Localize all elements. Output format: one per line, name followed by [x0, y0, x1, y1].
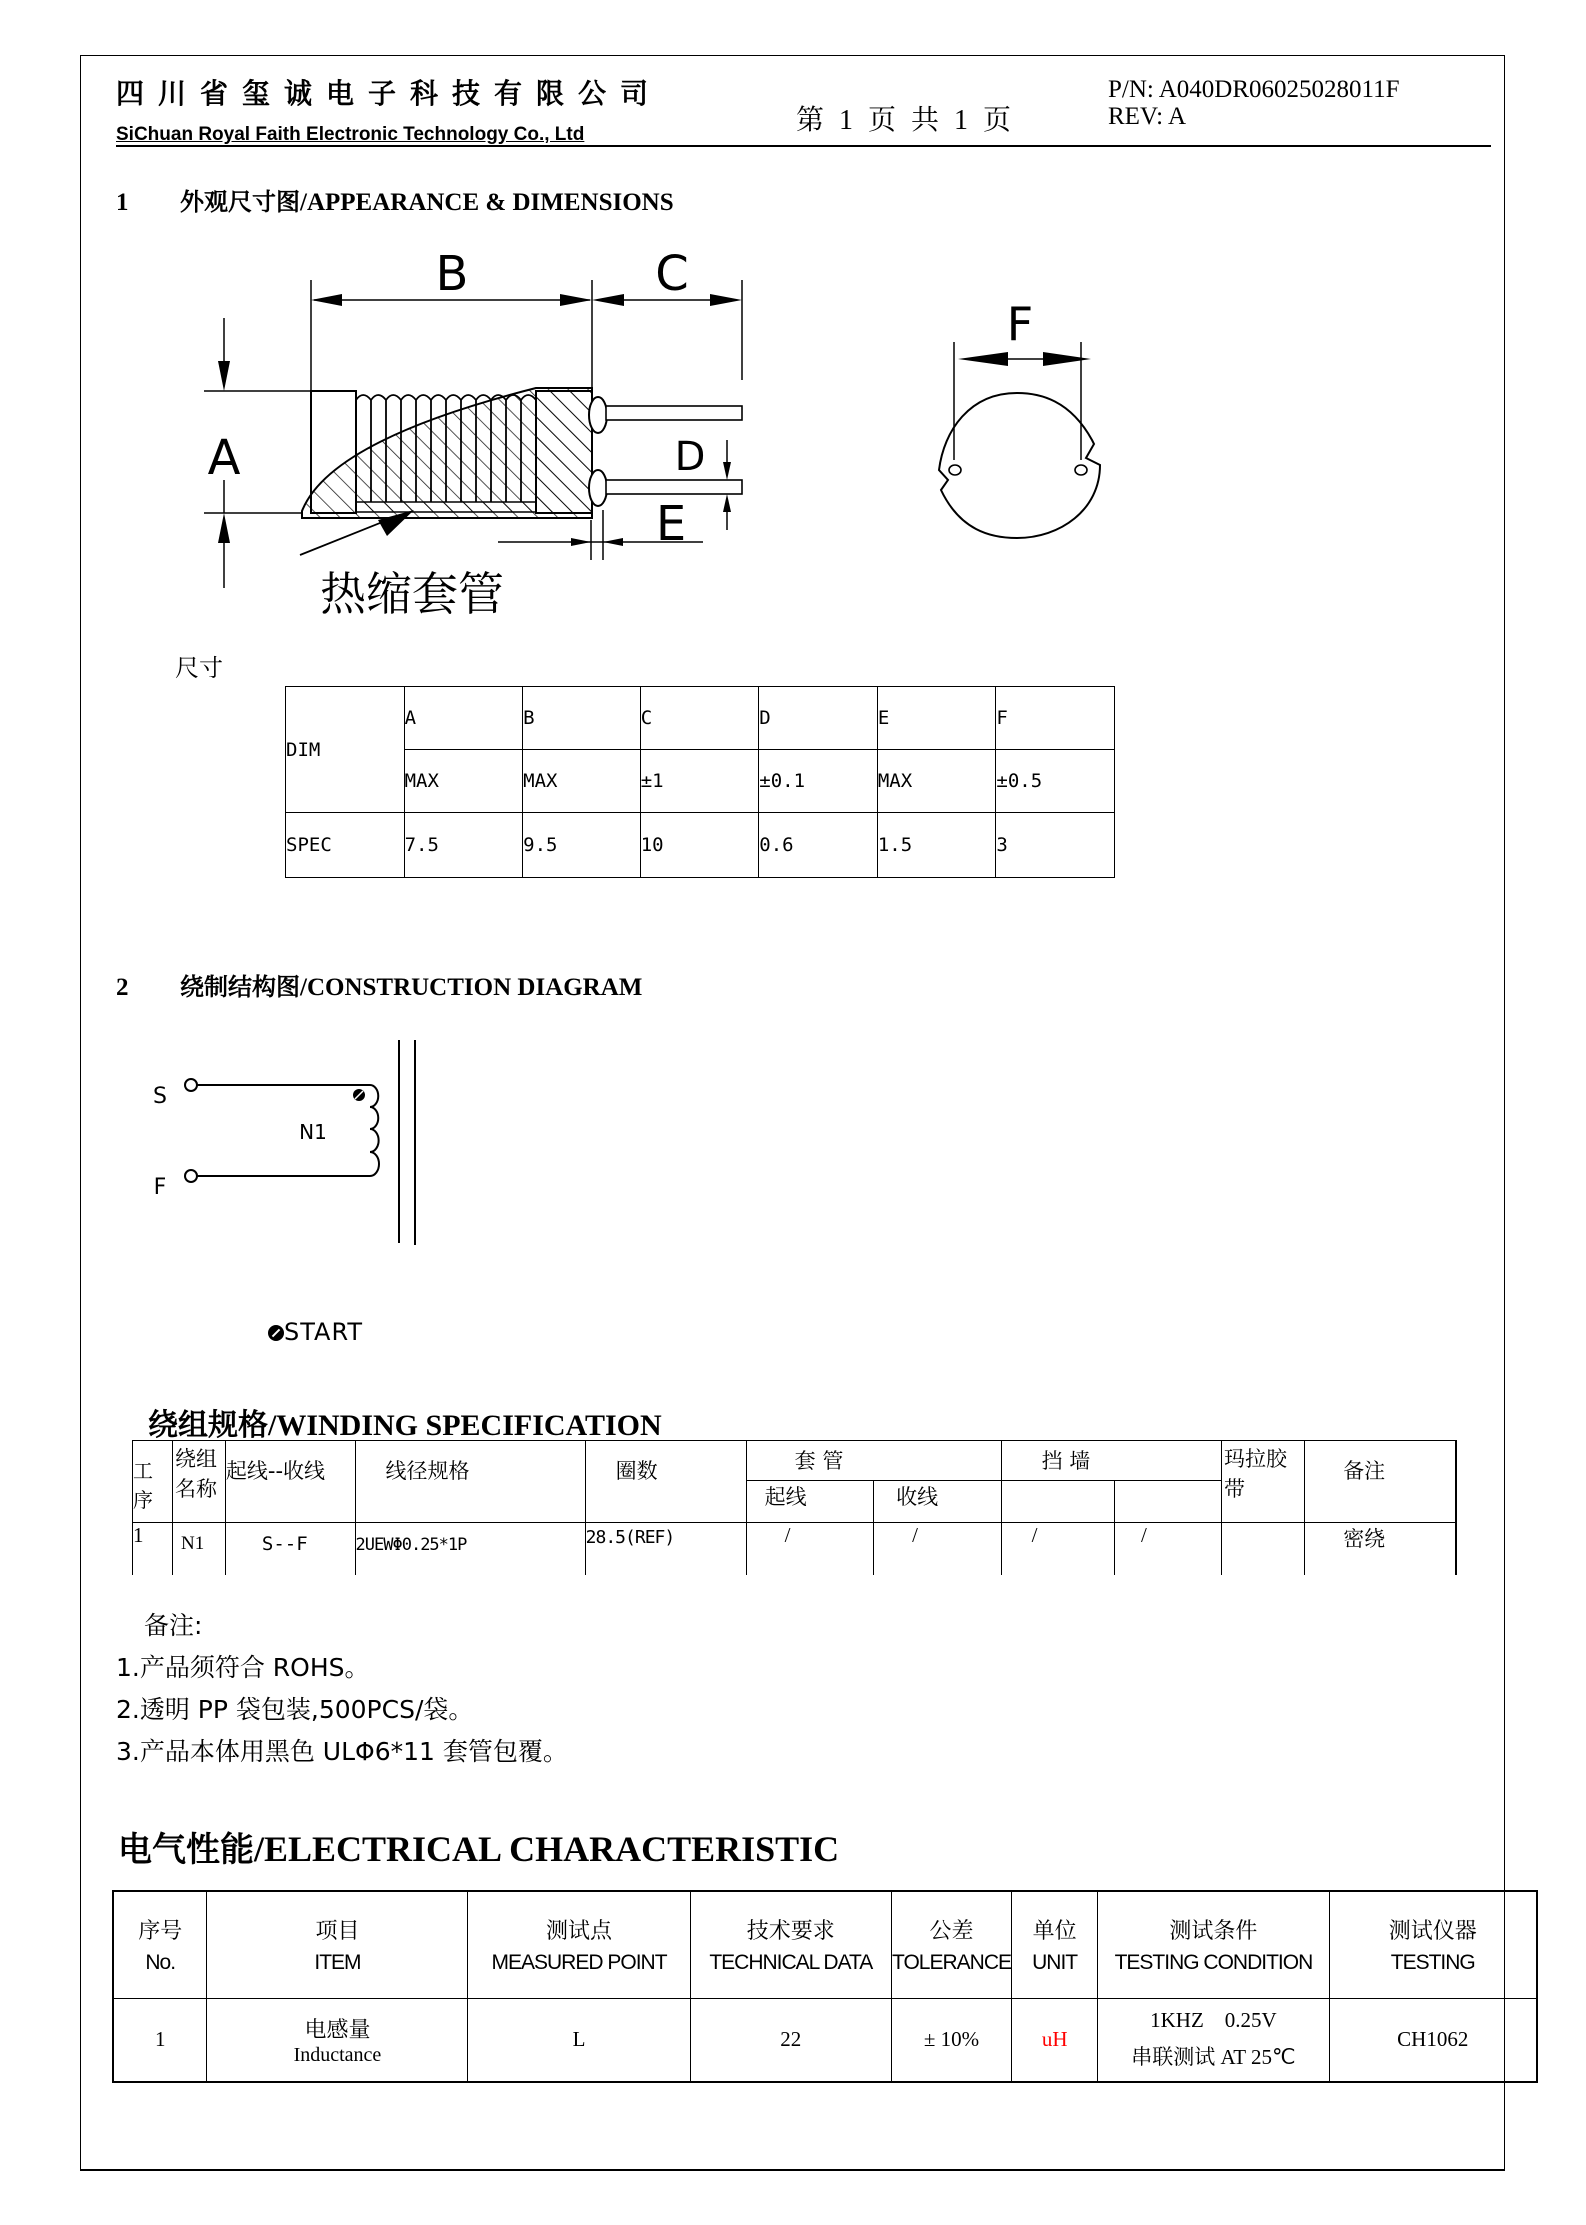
cell-turns: 28.5(REF): [585, 1523, 746, 1575]
header-no: 序号 No.: [113, 1891, 207, 1998]
dim-col-b: B: [523, 687, 641, 750]
cell-condition: [1098, 1998, 1329, 2082]
section-2-title: [116, 967, 642, 1002]
cell-no: 1: [113, 1998, 207, 2082]
dim-label-b: B: [435, 246, 469, 302]
cell-mylar-tape: [1222, 1523, 1305, 1575]
appearance-end-view-drawing: [930, 290, 1170, 550]
notes-title: 备注:: [144, 1611, 203, 1640]
dim-col-c: C: [640, 687, 759, 750]
pin-f-terminal: [185, 1170, 197, 1182]
electrical-row: [113, 1998, 1537, 2082]
section-2-number: 2: [116, 974, 129, 1001]
dimensions-table: [285, 686, 1115, 878]
note-item-2: 2.透明 PP 袋包装,500PCS/袋。: [116, 1695, 474, 1724]
cell-technical-data: 22: [690, 1998, 891, 2082]
header-measured-point: 测试点 MEASURED POINT: [468, 1891, 690, 1998]
dim-col-d: D: [759, 687, 878, 750]
cell-tolerance: ± 10%: [892, 1998, 1012, 2082]
note-item-1: 1.产品须符合 ROHS。: [116, 1653, 370, 1682]
cell-barrier-2: /: [1115, 1523, 1222, 1575]
dim-spec-e: 1.5: [877, 813, 996, 878]
dim-label-f: F: [1006, 297, 1034, 351]
cell-unit: uH: [1012, 1998, 1098, 2082]
header-sleeve: 套 管: [746, 1441, 1001, 1481]
winding-coil: [370, 1085, 379, 1176]
start-legend-text: START: [284, 1318, 364, 1346]
header-sleeve-start: 起线: [746, 1481, 873, 1523]
dim-row-header: DIM: [286, 687, 405, 813]
header-divider: [116, 145, 1491, 147]
dim-tol-a: MAX: [404, 750, 523, 813]
cell-start-end: S--F: [225, 1523, 355, 1575]
dim-spec-b: 9.5: [523, 813, 641, 878]
section-1-number: 1: [116, 189, 129, 216]
dim-label-e: E: [655, 496, 687, 552]
winding-spec-title-cn: 绕组规格: [148, 1408, 268, 1443]
header-start-end: 起线--收线: [225, 1441, 355, 1523]
dim-tol-d: ±0.1: [759, 750, 878, 813]
dim-spec-f: 3: [996, 813, 1115, 878]
start-legend: [268, 1318, 363, 1346]
electrical-title-cn: 电气性能: [118, 1830, 254, 1870]
header-testing-instrument: 测试仪器 TESTING: [1329, 1891, 1537, 1998]
electrical-title-en: /ELECTRICAL CHARACTERISTIC: [254, 1829, 840, 1869]
section-1-title: [116, 182, 674, 217]
header-tolerance: 公差 TOLERANCE: [892, 1891, 1012, 1998]
cell-wire-spec: 2UEWΦ0.25*1P: [355, 1523, 585, 1575]
dim-tol-f: ±0.5: [996, 750, 1115, 813]
section-2-title-cn: 绕制结构图: [180, 973, 300, 1001]
part-number-label: P/N:: [1108, 76, 1154, 103]
dim-tol-c: ±1: [640, 750, 759, 813]
part-number-value: A040DR06025028011F: [1158, 76, 1400, 103]
cell-barrier-1: /: [1001, 1523, 1114, 1575]
winding-spec-title-en: /WINDING SPECIFICATION: [268, 1409, 662, 1442]
dim-col-a: A: [404, 687, 523, 750]
cell-winding-name: N1: [172, 1523, 225, 1575]
pin-s-label: S: [153, 1084, 167, 1109]
winding-spec-table: [132, 1440, 1457, 1575]
header-sleeve-end: 收线: [874, 1481, 1001, 1523]
electrical-title: [118, 1822, 839, 1871]
spec-row-header: SPEC: [286, 813, 405, 878]
company-name-en: SiChuan Royal Faith Electronic Technology Co., Ltd: [116, 124, 585, 145]
dim-col-e: E: [877, 687, 996, 750]
section-1-title-en: /APPEARANCE & DIMENSIONS: [300, 189, 674, 216]
dim-spec-a: 7.5: [404, 813, 523, 878]
revision-label: REV:: [1108, 103, 1164, 130]
note-item-3: 3.产品本体用黑色 ULΦ6*11 套管包覆。: [116, 1737, 568, 1766]
heat-shrink-label: 热缩套管: [320, 567, 504, 621]
cell-measured-point: L: [468, 1998, 690, 2082]
cell-instrument: CH1062: [1329, 1998, 1537, 2082]
electrical-table: [112, 1890, 1538, 2083]
cell-item-en: Inductance: [293, 2043, 382, 2066]
revision: [1108, 103, 1186, 131]
dim-label-c: C: [655, 246, 689, 302]
dim-tol-b: MAX: [523, 750, 641, 813]
cell-condition-line1: 1KHZ 0.25V: [1150, 2008, 1277, 2033]
header-process: 工序: [133, 1441, 173, 1523]
cell-sleeve-start: /: [746, 1523, 873, 1575]
cell-process: 1: [133, 1523, 173, 1575]
header-testing-condition: 测试条件 TESTING CONDITION: [1098, 1891, 1329, 1998]
header-barrier-1: [1001, 1481, 1114, 1523]
dim-label-a: A: [207, 430, 241, 486]
appearance-side-view-drawing: [200, 240, 760, 630]
dim-spec-c: 10: [640, 813, 759, 878]
start-dot-icon: [268, 1325, 284, 1341]
section-2-title-en: /CONSTRUCTION DIAGRAM: [300, 974, 643, 1001]
cell-item: [207, 1998, 468, 2082]
header-winding-name: 绕组名称: [172, 1441, 225, 1523]
header-technical-data: 技术要求 TECHNICAL DATA: [690, 1891, 891, 1998]
dim-col-f: F: [996, 687, 1115, 750]
dimensions-caption: 尺寸: [175, 654, 223, 682]
winding-row: [133, 1523, 1457, 1575]
company-name-cn: 四川省玺诚电子科技有限公司: [116, 77, 663, 110]
cell-item-cn: 电感量: [304, 2017, 371, 2043]
cell-condition-line2: 串联测试 AT 25℃: [1131, 2045, 1296, 2070]
dim-label-d: D: [674, 434, 706, 480]
header-wire-spec: 线径规格: [355, 1441, 585, 1523]
page-info: 第 1 页 共 1 页: [796, 105, 1016, 136]
header-remark: 备注: [1305, 1441, 1456, 1523]
winding-spec-title: [148, 1400, 662, 1444]
cell-sleeve-end: /: [874, 1523, 1001, 1575]
section-1-title-cn: 外观尺寸图: [180, 188, 300, 216]
revision-value: A: [1167, 103, 1187, 130]
header-barrier: 挡 墙: [1001, 1441, 1221, 1481]
header-turns: 圈数: [585, 1441, 746, 1523]
pin-f-label: F: [153, 1175, 167, 1200]
dim-tol-e: MAX: [877, 750, 996, 813]
winding-n1-label: N1: [299, 1120, 327, 1144]
cell-remark: 密绕: [1305, 1523, 1456, 1575]
pin-s-terminal: [185, 1079, 197, 1091]
header-barrier-2: [1115, 1481, 1222, 1523]
header-item: 项目 ITEM: [207, 1891, 468, 1998]
header-unit: 单位 UNIT: [1012, 1891, 1098, 1998]
part-number: [1108, 76, 1400, 104]
dim-spec-d: 0.6: [759, 813, 878, 878]
notes: [116, 1605, 568, 1773]
header-mylar-tape: 玛拉胶带: [1222, 1441, 1305, 1523]
